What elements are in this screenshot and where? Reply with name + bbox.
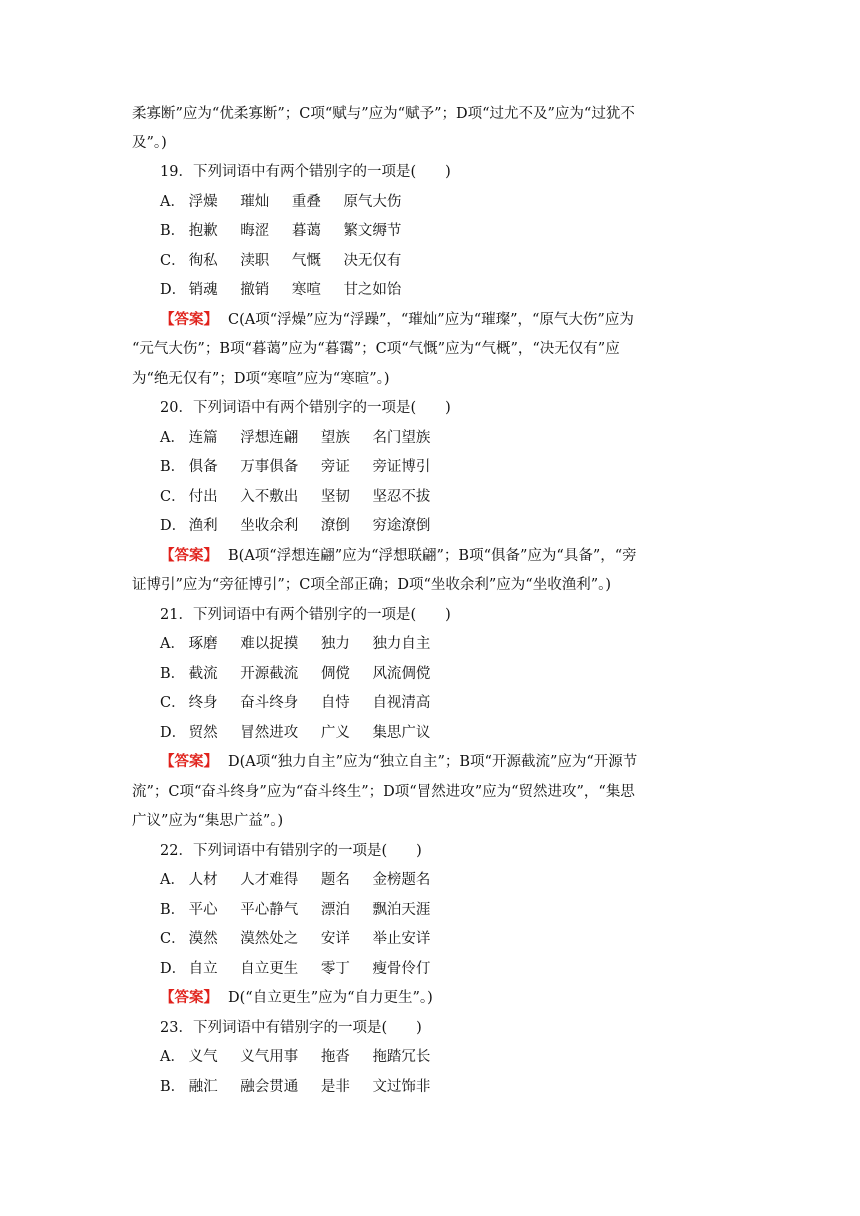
option-label: B． xyxy=(160,902,186,918)
answer-line: 为“绝无仅有”；D项“寒喧”应为“寒暄”。) xyxy=(132,371,390,387)
option-word: 暮蔼 xyxy=(291,223,321,239)
continuation-line: 及”。) xyxy=(132,135,167,151)
option-word: 倜傥 xyxy=(320,666,350,682)
option-word: 独力自主 xyxy=(372,636,431,652)
option-c xyxy=(160,692,760,714)
option-word: 付出 xyxy=(188,489,218,505)
answer-line xyxy=(160,309,760,331)
option-word: 自视清高 xyxy=(372,695,431,711)
option-d xyxy=(160,515,760,537)
option-word: 气慨 xyxy=(291,253,321,269)
option-word: 广义 xyxy=(320,725,350,741)
option-label: A． xyxy=(160,194,185,210)
option-word: 琢磨 xyxy=(188,636,218,652)
option-word: 穷途潦倒 xyxy=(372,518,431,534)
option-word: 决无仅有 xyxy=(343,253,402,269)
option-word: 连篇 xyxy=(188,430,218,446)
option-b xyxy=(160,1076,760,1098)
option-d xyxy=(160,722,760,744)
option-word: 集思广议 xyxy=(372,725,431,741)
option-b xyxy=(160,899,760,921)
option-d xyxy=(160,279,760,301)
option-word: 入不敷出 xyxy=(240,489,299,505)
option-label: A． xyxy=(160,872,185,888)
option-word: 原气大伤 xyxy=(343,194,402,210)
option-label: A． xyxy=(160,430,185,446)
option-word: 渎职 xyxy=(240,253,270,269)
answer-tag: 【答案】 xyxy=(160,311,218,328)
option-word: 徇私 xyxy=(188,253,218,269)
answer-line: “元气大伤”；B项“暮蔼”应为“暮霭”；C项“气慨”应为“气概”，“决无仅有”应 xyxy=(132,341,620,357)
option-word: 拖沓 xyxy=(320,1049,350,1065)
option-word: 贸然 xyxy=(188,725,218,741)
answer-text: D(A项“独力自主”应为“独立自主”；B项“开源截流”应为“开源节 xyxy=(228,754,638,770)
answer-tag: 【答案】 xyxy=(160,753,218,770)
option-word: 平心 xyxy=(188,902,218,918)
answer-text: B(A项“浮想连翩”应为“浮想联翩”；B项“俱备”应为“具备”，“旁 xyxy=(228,548,637,564)
option-word: 璀灿 xyxy=(240,194,270,210)
option-word: 繁文缛节 xyxy=(343,223,402,239)
option-word: 浮想连翩 xyxy=(240,430,299,446)
option-label: D． xyxy=(160,961,187,977)
option-label: B． xyxy=(160,666,186,682)
option-word: 是非 xyxy=(320,1079,350,1095)
option-label: C． xyxy=(160,695,186,711)
option-a xyxy=(160,427,760,449)
answer-text: C(A项“浮燥”应为“浮躁”，“璀灿”应为“璀璨”，“原气大伤”应为 xyxy=(228,312,634,328)
option-a xyxy=(160,633,760,655)
option-c xyxy=(160,486,760,508)
option-word: 独力 xyxy=(320,636,350,652)
option-word: 名门望族 xyxy=(372,430,431,446)
option-c xyxy=(160,928,760,950)
option-label: B． xyxy=(160,459,186,475)
option-word: 渔利 xyxy=(188,518,218,534)
option-word: 撤销 xyxy=(240,282,270,298)
option-word: 瘦骨伶仃 xyxy=(372,961,431,977)
option-word: 望族 xyxy=(320,430,350,446)
option-word: 甘之如饴 xyxy=(343,282,402,298)
option-word: 万事俱备 xyxy=(240,459,299,475)
option-word: 难以捉摸 xyxy=(240,636,299,652)
option-word: 坐收余利 xyxy=(240,518,299,534)
option-word: 销魂 xyxy=(188,282,218,298)
option-a xyxy=(160,191,760,213)
option-b xyxy=(160,456,760,478)
option-word: 自恃 xyxy=(320,695,350,711)
answer-line: 证博引”应为“旁征博引”；C项全部正确；D项“坐收余利”应为“坐收渔利”。) xyxy=(132,577,612,593)
answer-tag: 【答案】 xyxy=(160,989,218,1006)
option-word: 举止安详 xyxy=(372,931,431,947)
option-word: 寒喧 xyxy=(291,282,321,298)
option-a xyxy=(160,1046,760,1068)
option-word: 漠然处之 xyxy=(240,931,299,947)
question-stem: 21．下列词语中有两个错别字的一项是( ) xyxy=(160,607,451,623)
option-word: 开源截流 xyxy=(240,666,299,682)
option-label: C． xyxy=(160,489,186,505)
answer-line xyxy=(160,545,760,567)
option-label: C． xyxy=(160,253,186,269)
option-word: 文过饰非 xyxy=(372,1079,431,1095)
option-c xyxy=(160,250,760,272)
option-word: 平心静气 xyxy=(240,902,299,918)
option-word: 终身 xyxy=(188,695,218,711)
option-word: 抱歉 xyxy=(188,223,218,239)
answer-line xyxy=(160,987,760,1009)
question-stem: 23．下列词语中有错别字的一项是( ) xyxy=(160,1020,422,1036)
option-a xyxy=(160,869,760,891)
option-word: 旁证博引 xyxy=(372,459,431,475)
option-label: D． xyxy=(160,518,187,534)
option-word: 零丁 xyxy=(320,961,350,977)
option-word: 金榜题名 xyxy=(372,872,431,888)
option-label: C． xyxy=(160,931,186,947)
option-word: 坚韧 xyxy=(320,489,350,505)
answer-line: 流”；C项“奋斗终身”应为“奋斗终生”；D项“冒然进攻”应为“贸然进攻”，“集思 xyxy=(132,784,635,800)
answer-line xyxy=(160,751,760,773)
option-word: 风流倜傥 xyxy=(372,666,431,682)
question-stem: 22．下列词语中有错别字的一项是( ) xyxy=(160,843,422,859)
option-word: 截流 xyxy=(188,666,218,682)
option-word: 漠然 xyxy=(188,931,218,947)
option-word: 安详 xyxy=(320,931,350,947)
question-stem: 20．下列词语中有两个错别字的一项是( ) xyxy=(160,400,451,416)
option-label: B． xyxy=(160,223,186,239)
option-word: 浮燥 xyxy=(188,194,218,210)
option-word: 奋斗终身 xyxy=(240,695,299,711)
option-b xyxy=(160,663,760,685)
option-b xyxy=(160,220,760,242)
option-label: B． xyxy=(160,1079,186,1095)
continuation-line: 柔寡断”应为“优柔寡断”；C项“赋与”应为“赋予”；D项“过尤不及”应为“过犹不 xyxy=(132,106,635,122)
option-word: 义气 xyxy=(188,1049,218,1065)
option-word: 漂泊 xyxy=(320,902,350,918)
option-label: A． xyxy=(160,1049,185,1065)
option-word: 潦倒 xyxy=(320,518,350,534)
option-word: 人才难得 xyxy=(240,872,299,888)
answer-tag: 【答案】 xyxy=(160,547,218,564)
option-label: D． xyxy=(160,725,187,741)
option-word: 飘泊天涯 xyxy=(372,902,431,918)
option-word: 旁证 xyxy=(320,459,350,475)
option-word: 融汇 xyxy=(188,1079,218,1095)
option-word: 融会贯通 xyxy=(240,1079,299,1095)
answer-text: D(“自立更生”应为“自力更生”。) xyxy=(228,990,433,1006)
option-word: 坚忍不拔 xyxy=(372,489,431,505)
option-label: D． xyxy=(160,282,187,298)
option-word: 义气用事 xyxy=(240,1049,299,1065)
option-word: 晦涩 xyxy=(240,223,270,239)
option-word: 拖踏冗长 xyxy=(372,1049,431,1065)
option-word: 人材 xyxy=(188,872,218,888)
option-word: 自立更生 xyxy=(240,961,299,977)
option-label: A． xyxy=(160,636,185,652)
question-stem: 19．下列词语中有两个错别字的一项是( ) xyxy=(160,164,451,180)
option-d xyxy=(160,958,760,980)
option-word: 俱备 xyxy=(188,459,218,475)
option-word: 重叠 xyxy=(291,194,321,210)
option-word: 自立 xyxy=(188,961,218,977)
option-word: 题名 xyxy=(320,872,350,888)
option-word: 冒然进攻 xyxy=(240,725,299,741)
answer-line: 广议”应为“集思广益”。) xyxy=(132,813,284,829)
